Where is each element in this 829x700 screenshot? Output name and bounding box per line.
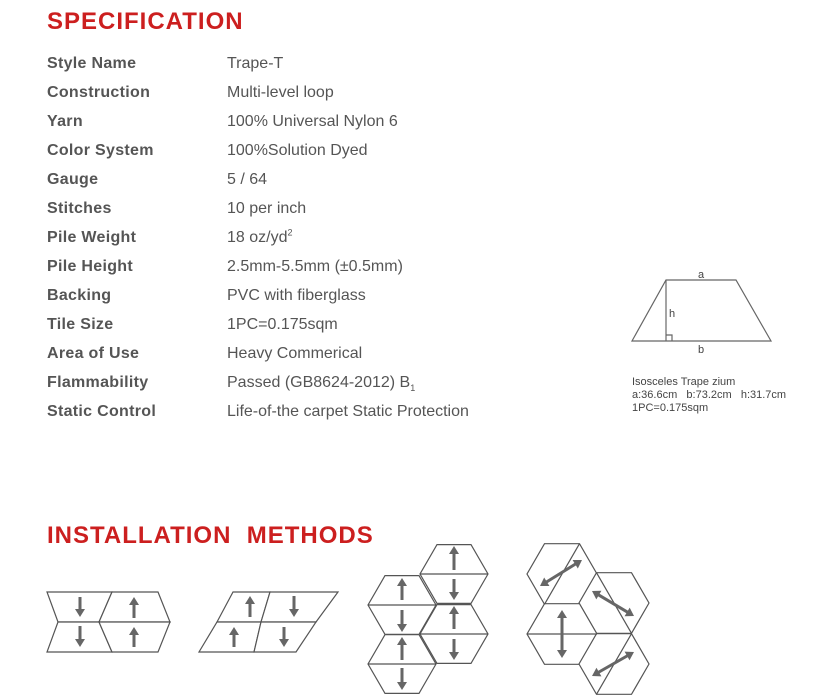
spec-label: Construction <box>47 83 151 101</box>
spec-label: Color System <box>47 141 154 159</box>
installation-diagrams <box>47 544 649 695</box>
spec-value-text: 5 / 64 <box>227 170 268 188</box>
trapezoid-diagram <box>632 280 771 341</box>
tile-outline <box>261 592 338 622</box>
spec-label: Gauge <box>47 170 99 188</box>
spec-value-text: 100% Universal Nylon 6 <box>227 112 398 130</box>
label-a: a <box>698 269 705 281</box>
spec-label: Tile Size <box>47 315 114 333</box>
installation-heading: INSTALLATION METHODS <box>47 522 374 549</box>
spec-label: Yarn <box>47 112 83 130</box>
trapezoid-caption-title: Isosceles Trape zium <box>632 376 736 388</box>
label-h: h <box>669 308 676 320</box>
trapezoid-caption <box>632 376 786 415</box>
spec-superscript: 2 <box>287 227 293 238</box>
trapezoid-dimensions: a:36.6cm b:73.2cm h:31.7cm <box>632 389 787 401</box>
spec-label: Pile Weight <box>47 228 137 246</box>
spec-subscript: 1 <box>410 382 416 393</box>
spec-value-text: Heavy Commerical <box>227 344 363 362</box>
spec-value-text: 100%Solution Dyed <box>227 141 368 159</box>
spec-value-text: 2.5mm-5.5mm (±0.5mm) <box>227 257 403 275</box>
specification-heading: SPECIFICATION <box>47 8 244 35</box>
spec-value-text: 1PC=0.175sqm <box>227 315 338 333</box>
spec-value-text: Passed (GB8624-2012) B <box>227 373 411 391</box>
spec-label: Flammability <box>47 373 149 391</box>
spec-label: Area of Use <box>47 344 140 362</box>
spec-value-text: 10 per inch <box>227 199 307 217</box>
trapezoid-area: 1PC=0.175sqm <box>632 402 709 414</box>
label-b: b <box>698 344 705 356</box>
spec-label: Backing <box>47 286 112 304</box>
spec-label: Stitches <box>47 199 112 217</box>
spec-value-text: 18 oz/yd <box>227 228 288 246</box>
spec-label: Style Name <box>47 54 137 72</box>
spec-value-text: PVC with fiberglass <box>227 286 366 304</box>
spec-value-text: Multi-level loop <box>227 83 334 101</box>
spec-label: Static Control <box>47 402 157 420</box>
tile-outline <box>199 622 261 652</box>
spec-value-text: Trape-T <box>227 54 284 72</box>
spec-label: Pile Height <box>47 257 133 275</box>
spec-value-text: Life-of-the carpet Static Protection <box>227 402 469 420</box>
